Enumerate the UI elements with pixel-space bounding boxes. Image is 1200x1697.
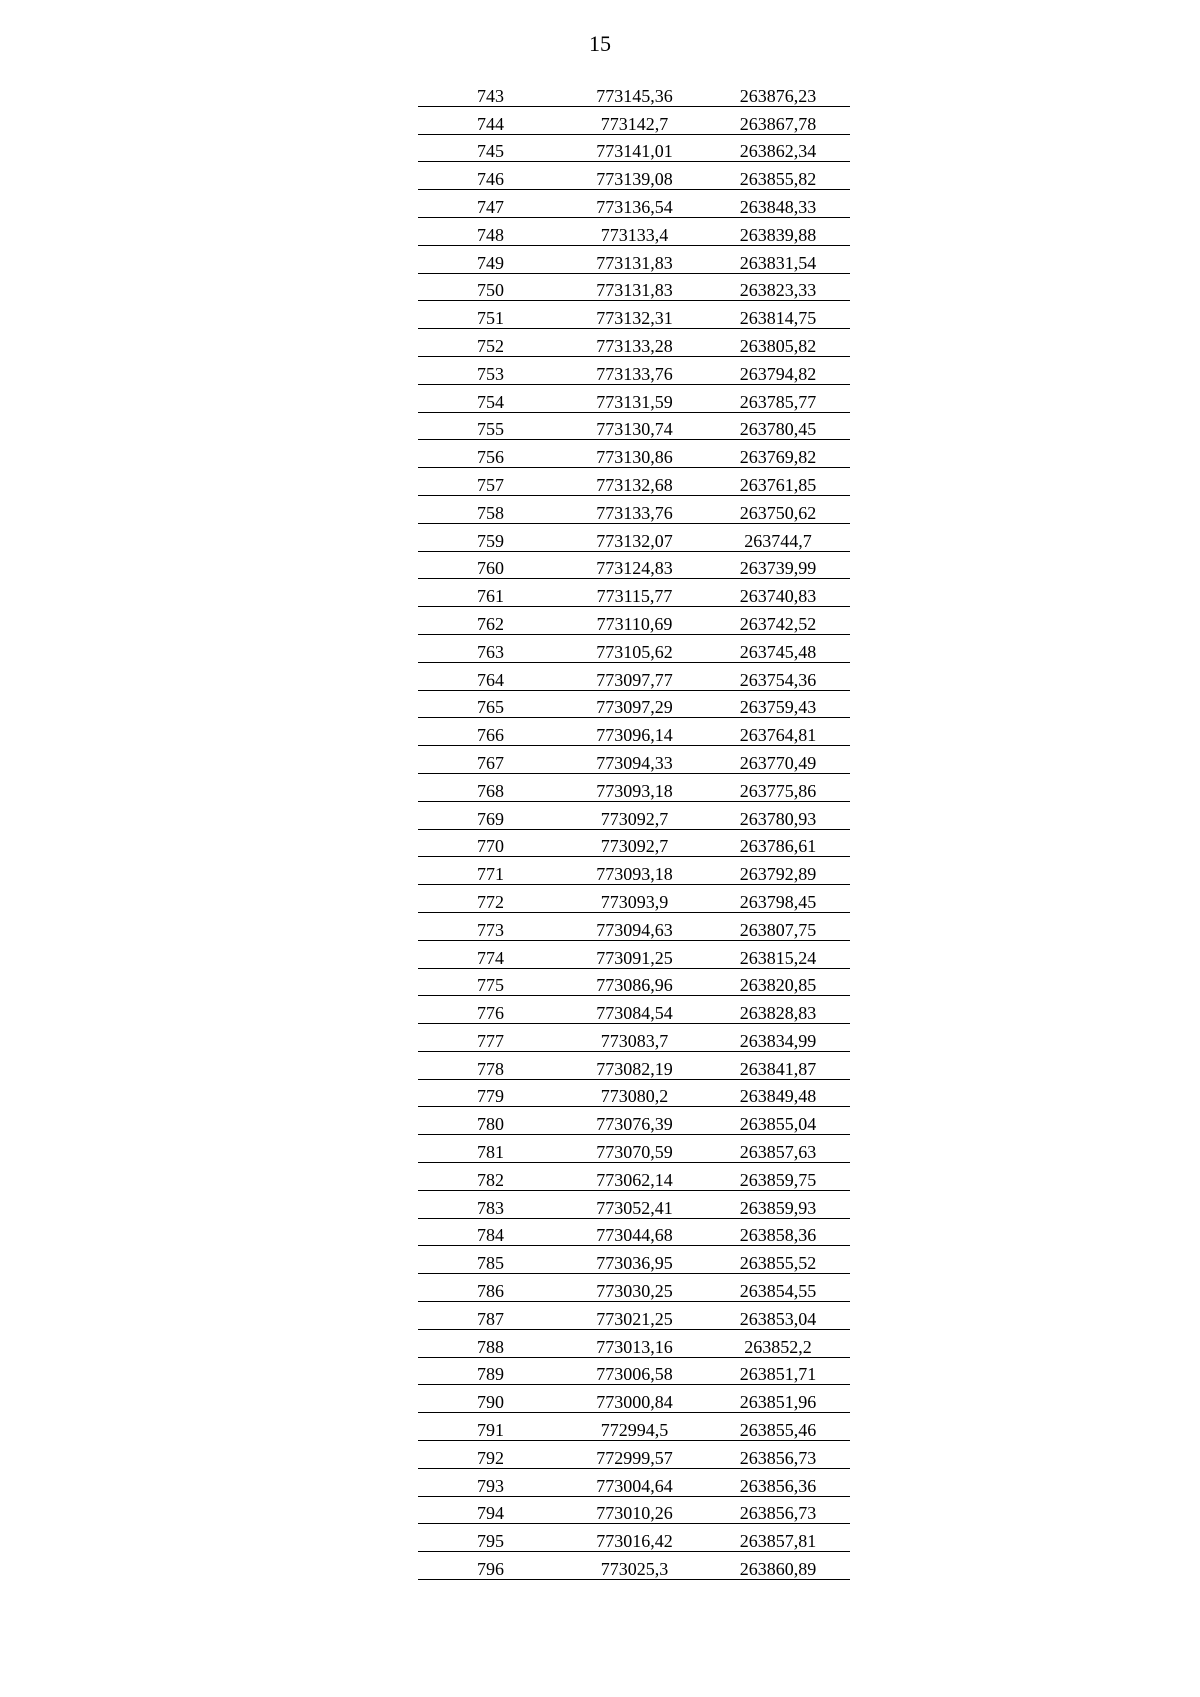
point-number-cell: 792 bbox=[418, 1441, 563, 1469]
table-row bbox=[418, 801, 850, 829]
point-number-cell: 796 bbox=[418, 1552, 563, 1580]
point-number-cell: 755 bbox=[418, 412, 563, 440]
y-coordinate-cell: 263820,85 bbox=[706, 968, 850, 996]
y-coordinate-cell: 263834,99 bbox=[706, 1024, 850, 1052]
x-coordinate-cell: 773092,7 bbox=[563, 801, 706, 829]
point-number-cell: 777 bbox=[418, 1024, 563, 1052]
table-row bbox=[418, 384, 850, 412]
point-number-cell: 756 bbox=[418, 440, 563, 468]
point-number-cell: 790 bbox=[418, 1385, 563, 1413]
point-number-cell: 743 bbox=[418, 79, 563, 106]
table-row bbox=[418, 79, 850, 106]
x-coordinate-cell: 773093,18 bbox=[563, 857, 706, 885]
point-number-cell: 751 bbox=[418, 301, 563, 329]
y-coordinate-cell: 263764,81 bbox=[706, 718, 850, 746]
point-number-cell: 757 bbox=[418, 468, 563, 496]
y-coordinate-cell: 263780,45 bbox=[706, 412, 850, 440]
x-coordinate-cell: 773083,7 bbox=[563, 1024, 706, 1052]
x-coordinate-cell: 773094,63 bbox=[563, 912, 706, 940]
point-number-cell: 779 bbox=[418, 1079, 563, 1107]
x-coordinate-cell: 773030,25 bbox=[563, 1274, 706, 1302]
point-number-cell: 760 bbox=[418, 551, 563, 579]
x-coordinate-cell: 773132,07 bbox=[563, 523, 706, 551]
x-coordinate-cell: 773132,68 bbox=[563, 468, 706, 496]
y-coordinate-cell: 263867,78 bbox=[706, 106, 850, 134]
x-coordinate-cell: 773062,14 bbox=[563, 1163, 706, 1191]
table-row bbox=[418, 523, 850, 551]
x-coordinate-cell: 773132,31 bbox=[563, 301, 706, 329]
table-row bbox=[418, 1524, 850, 1552]
y-coordinate-cell: 263862,34 bbox=[706, 134, 850, 162]
table-row bbox=[418, 885, 850, 913]
y-coordinate-cell: 263742,52 bbox=[706, 607, 850, 635]
coordinates-table-body bbox=[418, 79, 850, 1580]
y-coordinate-cell: 263841,87 bbox=[706, 1051, 850, 1079]
point-number-cell: 759 bbox=[418, 523, 563, 551]
y-coordinate-cell: 263740,83 bbox=[706, 579, 850, 607]
y-coordinate-cell: 263852,2 bbox=[706, 1329, 850, 1357]
table-row bbox=[418, 1385, 850, 1413]
x-coordinate-cell: 773093,9 bbox=[563, 885, 706, 913]
point-number-cell: 793 bbox=[418, 1468, 563, 1496]
x-coordinate-cell: 773096,14 bbox=[563, 718, 706, 746]
y-coordinate-cell: 263780,93 bbox=[706, 801, 850, 829]
y-coordinate-cell: 263839,88 bbox=[706, 217, 850, 245]
y-coordinate-cell: 263854,55 bbox=[706, 1274, 850, 1302]
y-coordinate-cell: 263805,82 bbox=[706, 329, 850, 357]
table-row bbox=[418, 1468, 850, 1496]
table-row bbox=[418, 1107, 850, 1135]
table-row bbox=[418, 1441, 850, 1469]
point-number-cell: 763 bbox=[418, 634, 563, 662]
table-row bbox=[418, 1163, 850, 1191]
point-number-cell: 789 bbox=[418, 1357, 563, 1385]
table-row bbox=[418, 273, 850, 301]
y-coordinate-cell: 263856,73 bbox=[706, 1441, 850, 1469]
table-row bbox=[418, 718, 850, 746]
table-row bbox=[418, 440, 850, 468]
y-coordinate-cell: 263792,89 bbox=[706, 857, 850, 885]
y-coordinate-cell: 263807,75 bbox=[706, 912, 850, 940]
point-number-cell: 773 bbox=[418, 912, 563, 940]
table-row bbox=[418, 912, 850, 940]
x-coordinate-cell: 773139,08 bbox=[563, 162, 706, 190]
point-number-cell: 750 bbox=[418, 273, 563, 301]
table-row bbox=[418, 829, 850, 857]
y-coordinate-cell: 263815,24 bbox=[706, 940, 850, 968]
x-coordinate-cell: 773013,16 bbox=[563, 1329, 706, 1357]
x-coordinate-cell: 773131,59 bbox=[563, 384, 706, 412]
point-number-cell: 766 bbox=[418, 718, 563, 746]
y-coordinate-cell: 263759,43 bbox=[706, 690, 850, 718]
table-row bbox=[418, 1357, 850, 1385]
table-row bbox=[418, 690, 850, 718]
y-coordinate-cell: 263794,82 bbox=[706, 356, 850, 384]
y-coordinate-cell: 263750,62 bbox=[706, 495, 850, 523]
y-coordinate-cell: 263849,48 bbox=[706, 1079, 850, 1107]
y-coordinate-cell: 263859,75 bbox=[706, 1163, 850, 1191]
table-row bbox=[418, 1413, 850, 1441]
y-coordinate-cell: 263855,52 bbox=[706, 1246, 850, 1274]
x-coordinate-cell: 773131,83 bbox=[563, 245, 706, 273]
x-coordinate-cell: 773016,42 bbox=[563, 1524, 706, 1552]
y-coordinate-cell: 263769,82 bbox=[706, 440, 850, 468]
table-row bbox=[418, 1246, 850, 1274]
x-coordinate-cell: 773115,77 bbox=[563, 579, 706, 607]
x-coordinate-cell: 773006,58 bbox=[563, 1357, 706, 1385]
x-coordinate-cell: 773136,54 bbox=[563, 190, 706, 218]
x-coordinate-cell: 773133,76 bbox=[563, 495, 706, 523]
table-row bbox=[418, 773, 850, 801]
point-number-cell: 788 bbox=[418, 1329, 563, 1357]
x-coordinate-cell: 773094,33 bbox=[563, 746, 706, 774]
y-coordinate-cell: 263745,48 bbox=[706, 634, 850, 662]
y-coordinate-cell: 263851,96 bbox=[706, 1385, 850, 1413]
x-coordinate-cell: 773133,76 bbox=[563, 356, 706, 384]
x-coordinate-cell: 773000,84 bbox=[563, 1385, 706, 1413]
point-number-cell: 780 bbox=[418, 1107, 563, 1135]
y-coordinate-cell: 263785,77 bbox=[706, 384, 850, 412]
y-coordinate-cell: 263857,81 bbox=[706, 1524, 850, 1552]
point-number-cell: 754 bbox=[418, 384, 563, 412]
point-number-cell: 765 bbox=[418, 690, 563, 718]
y-coordinate-cell: 263857,63 bbox=[706, 1135, 850, 1163]
point-number-cell: 795 bbox=[418, 1524, 563, 1552]
table-row bbox=[418, 1274, 850, 1302]
table-row bbox=[418, 1024, 850, 1052]
point-number-cell: 747 bbox=[418, 190, 563, 218]
point-number-cell: 764 bbox=[418, 662, 563, 690]
point-number-cell: 745 bbox=[418, 134, 563, 162]
point-number-cell: 774 bbox=[418, 940, 563, 968]
table-row bbox=[418, 634, 850, 662]
table-row bbox=[418, 1190, 850, 1218]
y-coordinate-cell: 263786,61 bbox=[706, 829, 850, 857]
x-coordinate-cell: 773076,39 bbox=[563, 1107, 706, 1135]
y-coordinate-cell: 263761,85 bbox=[706, 468, 850, 496]
table-row bbox=[418, 607, 850, 635]
x-coordinate-cell: 773084,54 bbox=[563, 996, 706, 1024]
table-row bbox=[418, 1051, 850, 1079]
table-row bbox=[418, 412, 850, 440]
table-row bbox=[418, 1552, 850, 1580]
y-coordinate-cell: 263853,04 bbox=[706, 1302, 850, 1330]
table-row bbox=[418, 968, 850, 996]
y-coordinate-cell: 263876,23 bbox=[706, 79, 850, 106]
x-coordinate-cell: 773133,4 bbox=[563, 217, 706, 245]
x-coordinate-cell: 773097,77 bbox=[563, 662, 706, 690]
point-number-cell: 781 bbox=[418, 1135, 563, 1163]
point-number-cell: 758 bbox=[418, 495, 563, 523]
x-coordinate-cell: 773110,69 bbox=[563, 607, 706, 635]
point-number-cell: 744 bbox=[418, 106, 563, 134]
x-coordinate-cell: 773092,7 bbox=[563, 829, 706, 857]
y-coordinate-cell: 263851,71 bbox=[706, 1357, 850, 1385]
page-number: 15 bbox=[589, 31, 611, 56]
point-number-cell: 783 bbox=[418, 1190, 563, 1218]
y-coordinate-cell: 263855,82 bbox=[706, 162, 850, 190]
table-row bbox=[418, 106, 850, 134]
point-number-cell: 775 bbox=[418, 968, 563, 996]
x-coordinate-cell: 773010,26 bbox=[563, 1496, 706, 1524]
point-number-cell: 776 bbox=[418, 996, 563, 1024]
x-coordinate-cell: 773124,83 bbox=[563, 551, 706, 579]
table-row bbox=[418, 1135, 850, 1163]
table-row bbox=[418, 579, 850, 607]
point-number-cell: 749 bbox=[418, 245, 563, 273]
y-coordinate-cell: 263856,73 bbox=[706, 1496, 850, 1524]
x-coordinate-cell: 773141,01 bbox=[563, 134, 706, 162]
x-coordinate-cell: 773080,2 bbox=[563, 1079, 706, 1107]
y-coordinate-cell: 263828,83 bbox=[706, 996, 850, 1024]
x-coordinate-cell: 773131,83 bbox=[563, 273, 706, 301]
x-coordinate-cell: 773093,18 bbox=[563, 773, 706, 801]
y-coordinate-cell: 263754,36 bbox=[706, 662, 850, 690]
point-number-cell: 746 bbox=[418, 162, 563, 190]
y-coordinate-cell: 263739,99 bbox=[706, 551, 850, 579]
point-number-cell: 768 bbox=[418, 773, 563, 801]
point-number-cell: 785 bbox=[418, 1246, 563, 1274]
table-row bbox=[418, 1218, 850, 1246]
point-number-cell: 782 bbox=[418, 1163, 563, 1191]
table-row bbox=[418, 551, 850, 579]
table-row bbox=[418, 134, 850, 162]
x-coordinate-cell: 773021,25 bbox=[563, 1302, 706, 1330]
point-number-cell: 791 bbox=[418, 1413, 563, 1441]
point-number-cell: 770 bbox=[418, 829, 563, 857]
x-coordinate-cell: 773004,64 bbox=[563, 1468, 706, 1496]
table-row bbox=[418, 857, 850, 885]
x-coordinate-cell: 773145,36 bbox=[563, 79, 706, 106]
y-coordinate-cell: 263848,33 bbox=[706, 190, 850, 218]
table-row bbox=[418, 1302, 850, 1330]
point-number-cell: 772 bbox=[418, 885, 563, 913]
point-number-cell: 753 bbox=[418, 356, 563, 384]
y-coordinate-cell: 263858,36 bbox=[706, 1218, 850, 1246]
table-row bbox=[418, 1496, 850, 1524]
x-coordinate-cell: 773130,74 bbox=[563, 412, 706, 440]
x-coordinate-cell: 773133,28 bbox=[563, 329, 706, 357]
x-coordinate-cell: 773091,25 bbox=[563, 940, 706, 968]
point-number-cell: 767 bbox=[418, 746, 563, 774]
point-number-cell: 786 bbox=[418, 1274, 563, 1302]
table-row bbox=[418, 356, 850, 384]
table-row bbox=[418, 1079, 850, 1107]
x-coordinate-cell: 773105,62 bbox=[563, 634, 706, 662]
coordinates-table bbox=[418, 79, 850, 1580]
x-coordinate-cell: 773036,95 bbox=[563, 1246, 706, 1274]
table-row bbox=[418, 301, 850, 329]
x-coordinate-cell: 773044,68 bbox=[563, 1218, 706, 1246]
point-number-cell: 762 bbox=[418, 607, 563, 635]
table-row bbox=[418, 468, 850, 496]
x-coordinate-cell: 773070,59 bbox=[563, 1135, 706, 1163]
x-coordinate-cell: 772999,57 bbox=[563, 1441, 706, 1469]
y-coordinate-cell: 263859,93 bbox=[706, 1190, 850, 1218]
y-coordinate-cell: 263860,89 bbox=[706, 1552, 850, 1580]
x-coordinate-cell: 773086,96 bbox=[563, 968, 706, 996]
point-number-cell: 778 bbox=[418, 1051, 563, 1079]
table-row bbox=[418, 996, 850, 1024]
x-coordinate-cell: 773097,29 bbox=[563, 690, 706, 718]
table-row bbox=[418, 217, 850, 245]
y-coordinate-cell: 263814,75 bbox=[706, 301, 850, 329]
table-row bbox=[418, 746, 850, 774]
table-row bbox=[418, 495, 850, 523]
point-number-cell: 784 bbox=[418, 1218, 563, 1246]
point-number-cell: 771 bbox=[418, 857, 563, 885]
y-coordinate-cell: 263831,54 bbox=[706, 245, 850, 273]
y-coordinate-cell: 263744,7 bbox=[706, 523, 850, 551]
point-number-cell: 787 bbox=[418, 1302, 563, 1330]
y-coordinate-cell: 263775,86 bbox=[706, 773, 850, 801]
table-row bbox=[418, 940, 850, 968]
point-number-cell: 748 bbox=[418, 217, 563, 245]
point-number-cell: 769 bbox=[418, 801, 563, 829]
x-coordinate-cell: 773130,86 bbox=[563, 440, 706, 468]
y-coordinate-cell: 263855,04 bbox=[706, 1107, 850, 1135]
point-number-cell: 761 bbox=[418, 579, 563, 607]
table-row bbox=[418, 162, 850, 190]
x-coordinate-cell: 773025,3 bbox=[563, 1552, 706, 1580]
point-number-cell: 752 bbox=[418, 329, 563, 357]
x-coordinate-cell: 772994,5 bbox=[563, 1413, 706, 1441]
x-coordinate-cell: 773142,7 bbox=[563, 106, 706, 134]
table-row bbox=[418, 329, 850, 357]
x-coordinate-cell: 773052,41 bbox=[563, 1190, 706, 1218]
y-coordinate-cell: 263798,45 bbox=[706, 885, 850, 913]
y-coordinate-cell: 263856,36 bbox=[706, 1468, 850, 1496]
y-coordinate-cell: 263823,33 bbox=[706, 273, 850, 301]
table-row bbox=[418, 662, 850, 690]
x-coordinate-cell: 773082,19 bbox=[563, 1051, 706, 1079]
table-row bbox=[418, 190, 850, 218]
table-row bbox=[418, 1329, 850, 1357]
y-coordinate-cell: 263855,46 bbox=[706, 1413, 850, 1441]
y-coordinate-cell: 263770,49 bbox=[706, 746, 850, 774]
point-number-cell: 794 bbox=[418, 1496, 563, 1524]
table-row bbox=[418, 245, 850, 273]
